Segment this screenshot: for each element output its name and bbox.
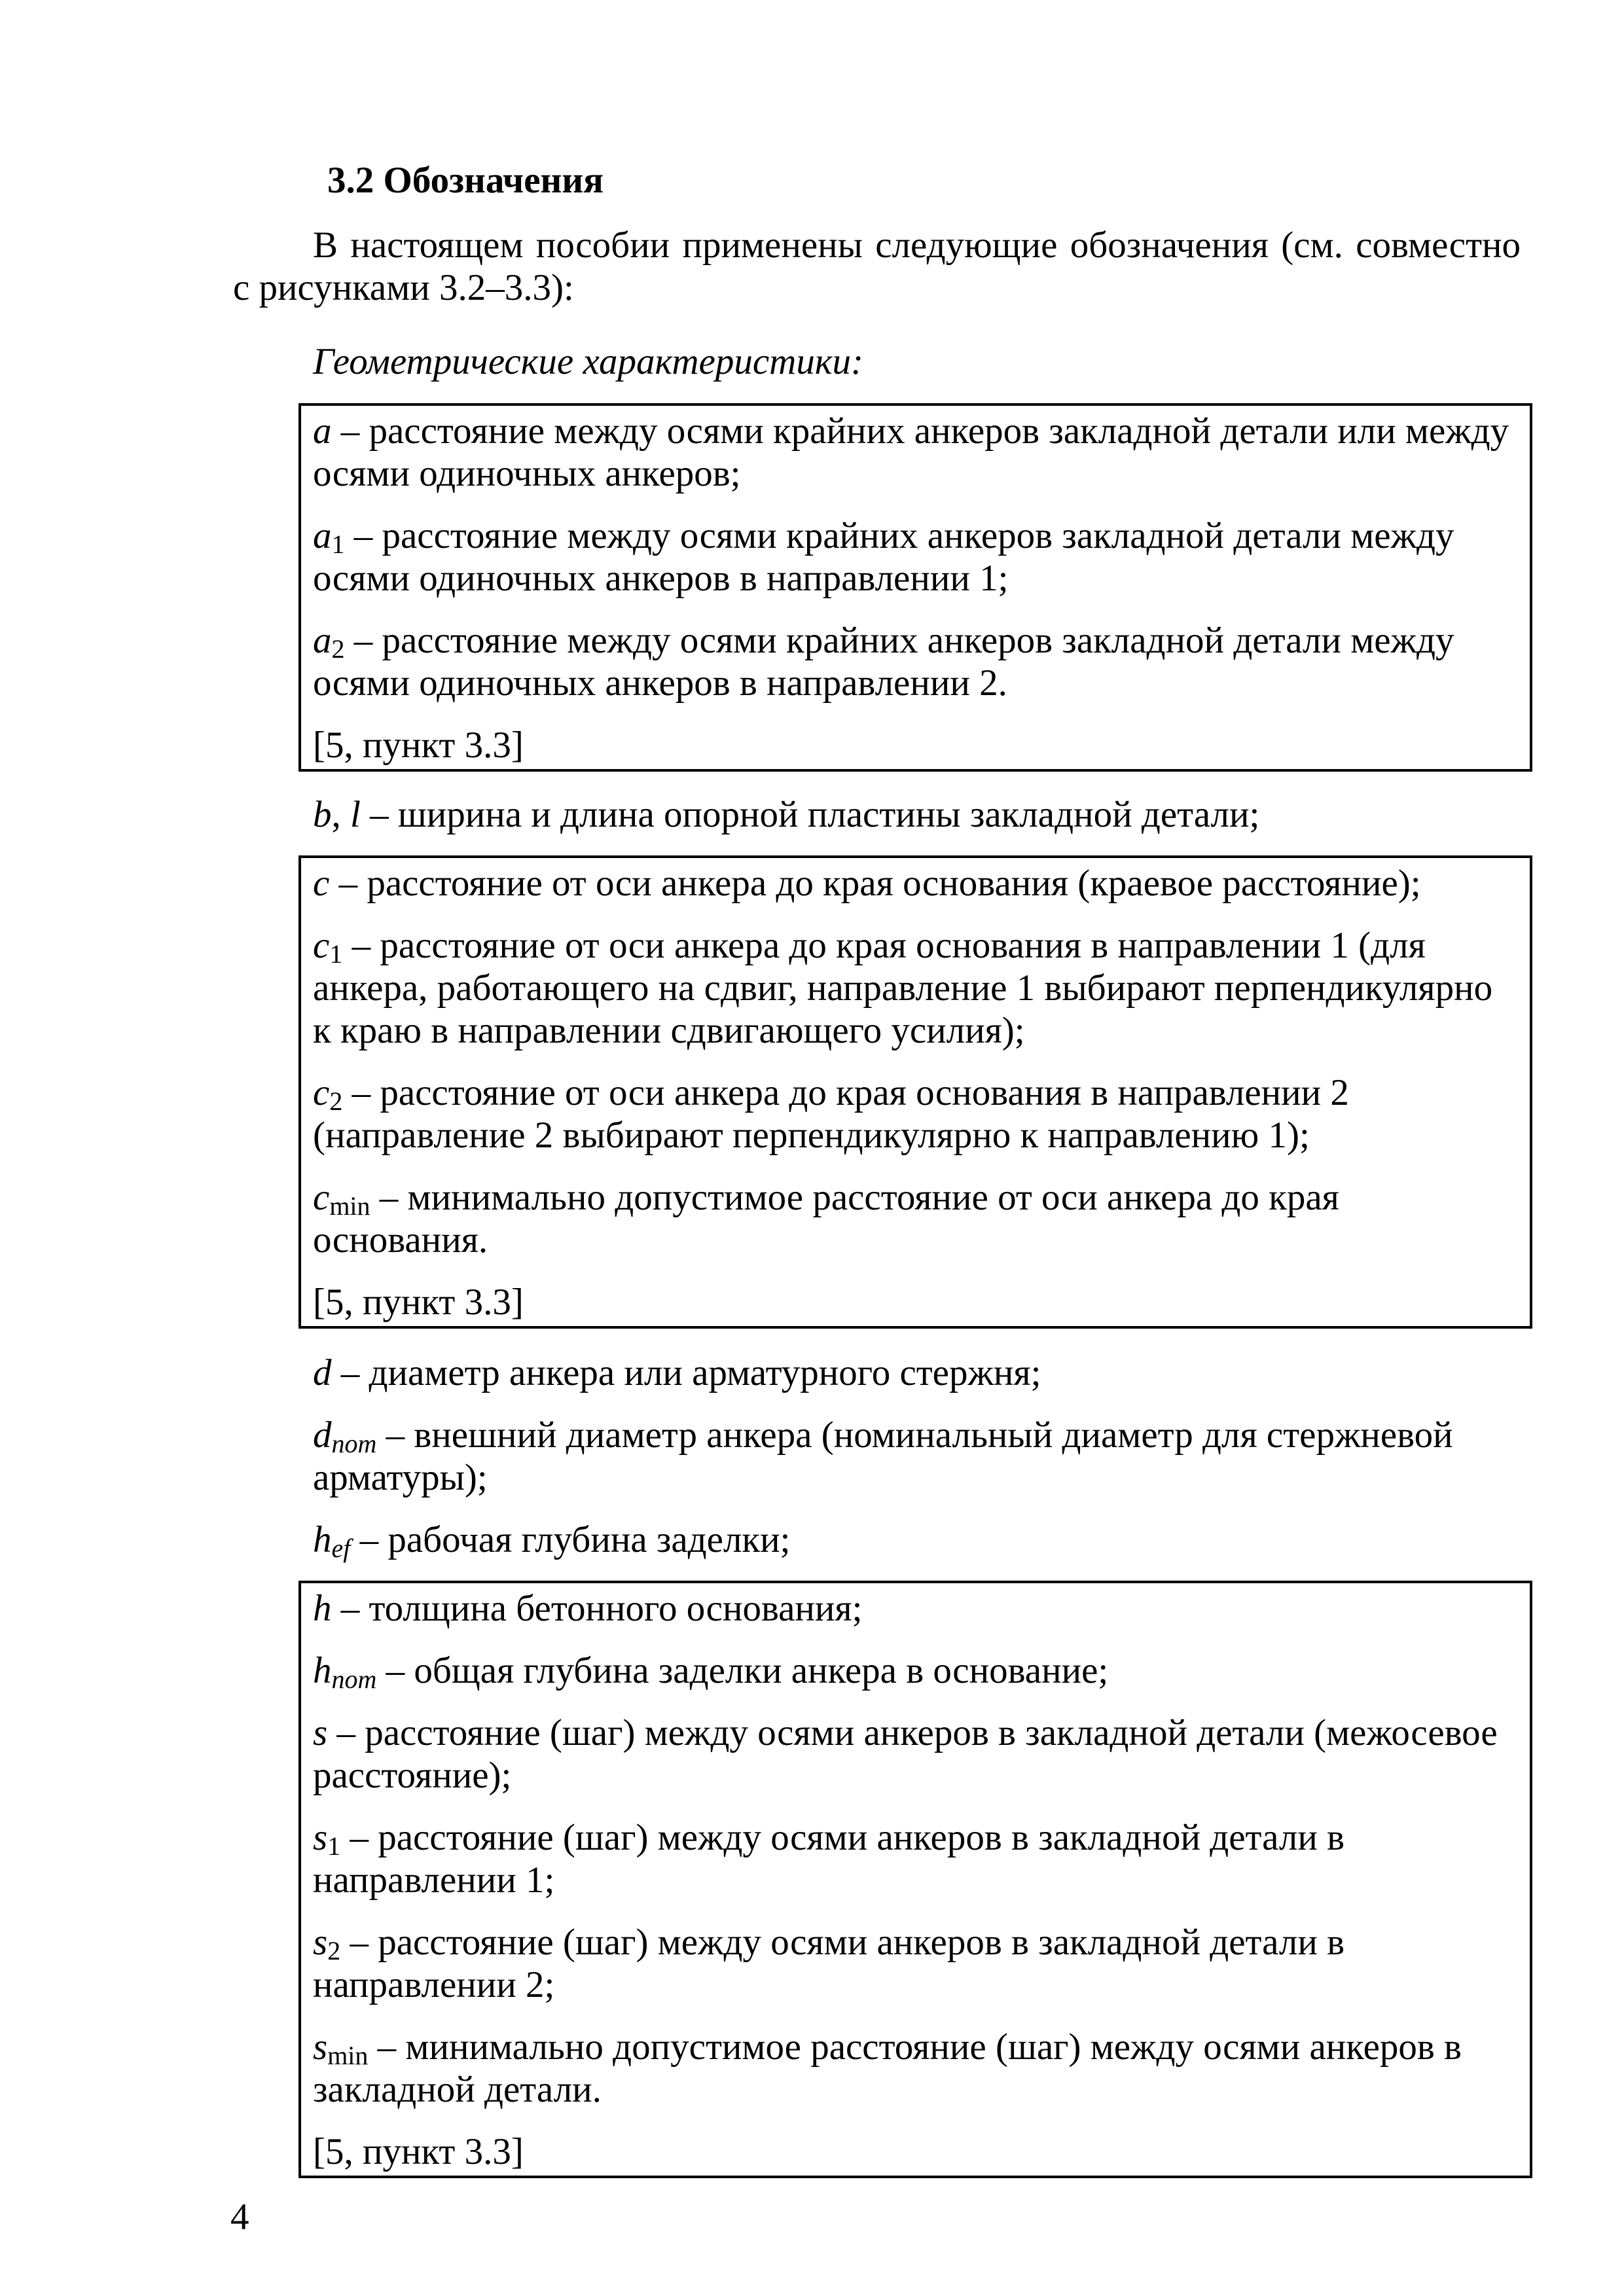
definition-text: – расстояние от оси анкера до края основания в направлении 1 (для анкера, работающего на сдвиг, направление 1 выбирают перпендикулярно к краю в направлении сдвигающего усилия); — [313, 925, 1493, 1051]
symbol: d — [313, 1352, 332, 1393]
reference: [5, пункт 3.3] — [313, 1282, 524, 1323]
symbol: s — [313, 1922, 328, 1963]
definition-list-free — [313, 1352, 1517, 1561]
symbol: c — [313, 1072, 330, 1113]
definition-item — [313, 2026, 1519, 2111]
definition-text: – ширина и длина опорной пластины закладной детали; — [360, 794, 1260, 835]
symbol: l — [350, 794, 361, 835]
subscript: nom — [331, 1429, 377, 1458]
definition-text: – расстояние (шаг) между осями анкеров в закладной детали в направлении 2; — [313, 1922, 1345, 2005]
page-number: 4 — [230, 2197, 249, 2238]
definition-b-l — [313, 793, 1517, 836]
symbol: c — [313, 925, 330, 966]
separator: , — [331, 794, 350, 835]
reference: [5, пункт 3.3] — [313, 2131, 524, 2172]
definition-text: – расстояние от оси анкера до края основания (краевое расстояние); — [329, 863, 1421, 904]
definition-item — [313, 619, 1519, 704]
definition-text: – внешний диаметр анкера (номинальный диаметр для стержневой арматуры); — [313, 1414, 1453, 1498]
symbol: c — [313, 1177, 330, 1218]
subscript: 2 — [331, 634, 345, 664]
subscript: min — [327, 2041, 369, 2070]
definition-text: – расстояние (шаг) между осями анкеров в закладной детали в направлении 1; — [313, 1817, 1345, 1901]
definition-text: – расстояние между осями крайних анкеров закладной детали между осями одиночных анкеров в направлении 2. — [313, 620, 1454, 704]
definition-text: – расстояние между осями крайних анкеров закладной детали между осями одиночных анкеров в направлении 1; — [313, 515, 1454, 599]
definition-text: – расстояние (шаг) между осями анкеров в закладной детали (межосевое расстояние); — [313, 1712, 1498, 1796]
symbol: s — [313, 1712, 328, 1753]
definition-box-h-s — [298, 1581, 1532, 2178]
symbol: h — [313, 1650, 332, 1691]
symbol: d — [313, 1414, 332, 1456]
symbol: s — [313, 2026, 328, 2068]
definition-item — [313, 1352, 1517, 1394]
definition-text: – расстояние между осями крайних анкеров закладной детали или между осями одиночных анкеров; — [313, 410, 1509, 494]
symbol: a — [313, 515, 332, 556]
intro-paragraph: В настоящем пособии применены следующие обозначения (см. совместно с рисунками 3.2–3.3): — [233, 224, 1521, 308]
definition-item — [313, 1176, 1519, 1261]
definition-item — [313, 924, 1519, 1052]
subscript: min — [329, 1191, 370, 1221]
definition-item — [313, 862, 1519, 905]
reference: [5, пункт 3.3] — [313, 725, 524, 766]
subscript: 1 — [329, 939, 343, 969]
definition-item — [313, 514, 1519, 600]
definition-item — [313, 410, 1519, 495]
definition-text: – толщина бетонного основания; — [331, 1588, 863, 1629]
definition-text: – общая глубина заделки анкера в основание; — [376, 1650, 1109, 1691]
subscript: 1 — [331, 529, 345, 559]
definition-text: – минимально допустимое расстояние (шаг) между осями анкеров в закладной детали. — [313, 2026, 1462, 2110]
definition-item — [313, 1712, 1519, 1797]
subsection-title: Геометрические характеристики: — [313, 341, 863, 382]
subscript: 2 — [329, 1086, 343, 1116]
subscript: 2 — [327, 1936, 341, 1965]
definition-text: – диаметр анкера или арматурного стержня; — [331, 1352, 1041, 1393]
definition-text: – минимально допустимое расстояние от оси анкера до края основания. — [313, 1177, 1339, 1261]
definition-text: – рабочая глубина заделки; — [350, 1519, 791, 1560]
subscript: ef — [331, 1534, 351, 1563]
definition-item — [313, 1649, 1519, 1692]
subscript: nom — [331, 1664, 377, 1694]
definition-item — [313, 1518, 1517, 1561]
definition-text: – расстояние от оси анкера до края основания в направлении 2 (направление 2 выбирают перпендикулярно к направлению 1); — [313, 1072, 1349, 1156]
definition-box-a — [298, 403, 1532, 772]
definition-item — [313, 1071, 1519, 1157]
definition-item — [313, 1921, 1519, 2006]
symbol: h — [313, 1588, 332, 1629]
symbol: c — [313, 863, 330, 904]
symbol: h — [313, 1519, 332, 1560]
subscript: 1 — [327, 1831, 341, 1861]
definition-item — [313, 1414, 1517, 1499]
definition-item — [313, 1587, 1519, 1630]
symbol: a — [313, 620, 332, 661]
symbol: b — [313, 794, 332, 835]
symbol: s — [313, 1817, 328, 1858]
section-heading: 3.2 Обозначения — [327, 160, 604, 201]
symbol: a — [313, 410, 332, 452]
definition-box-c — [298, 855, 1532, 1329]
definition-item — [313, 1816, 1519, 1901]
